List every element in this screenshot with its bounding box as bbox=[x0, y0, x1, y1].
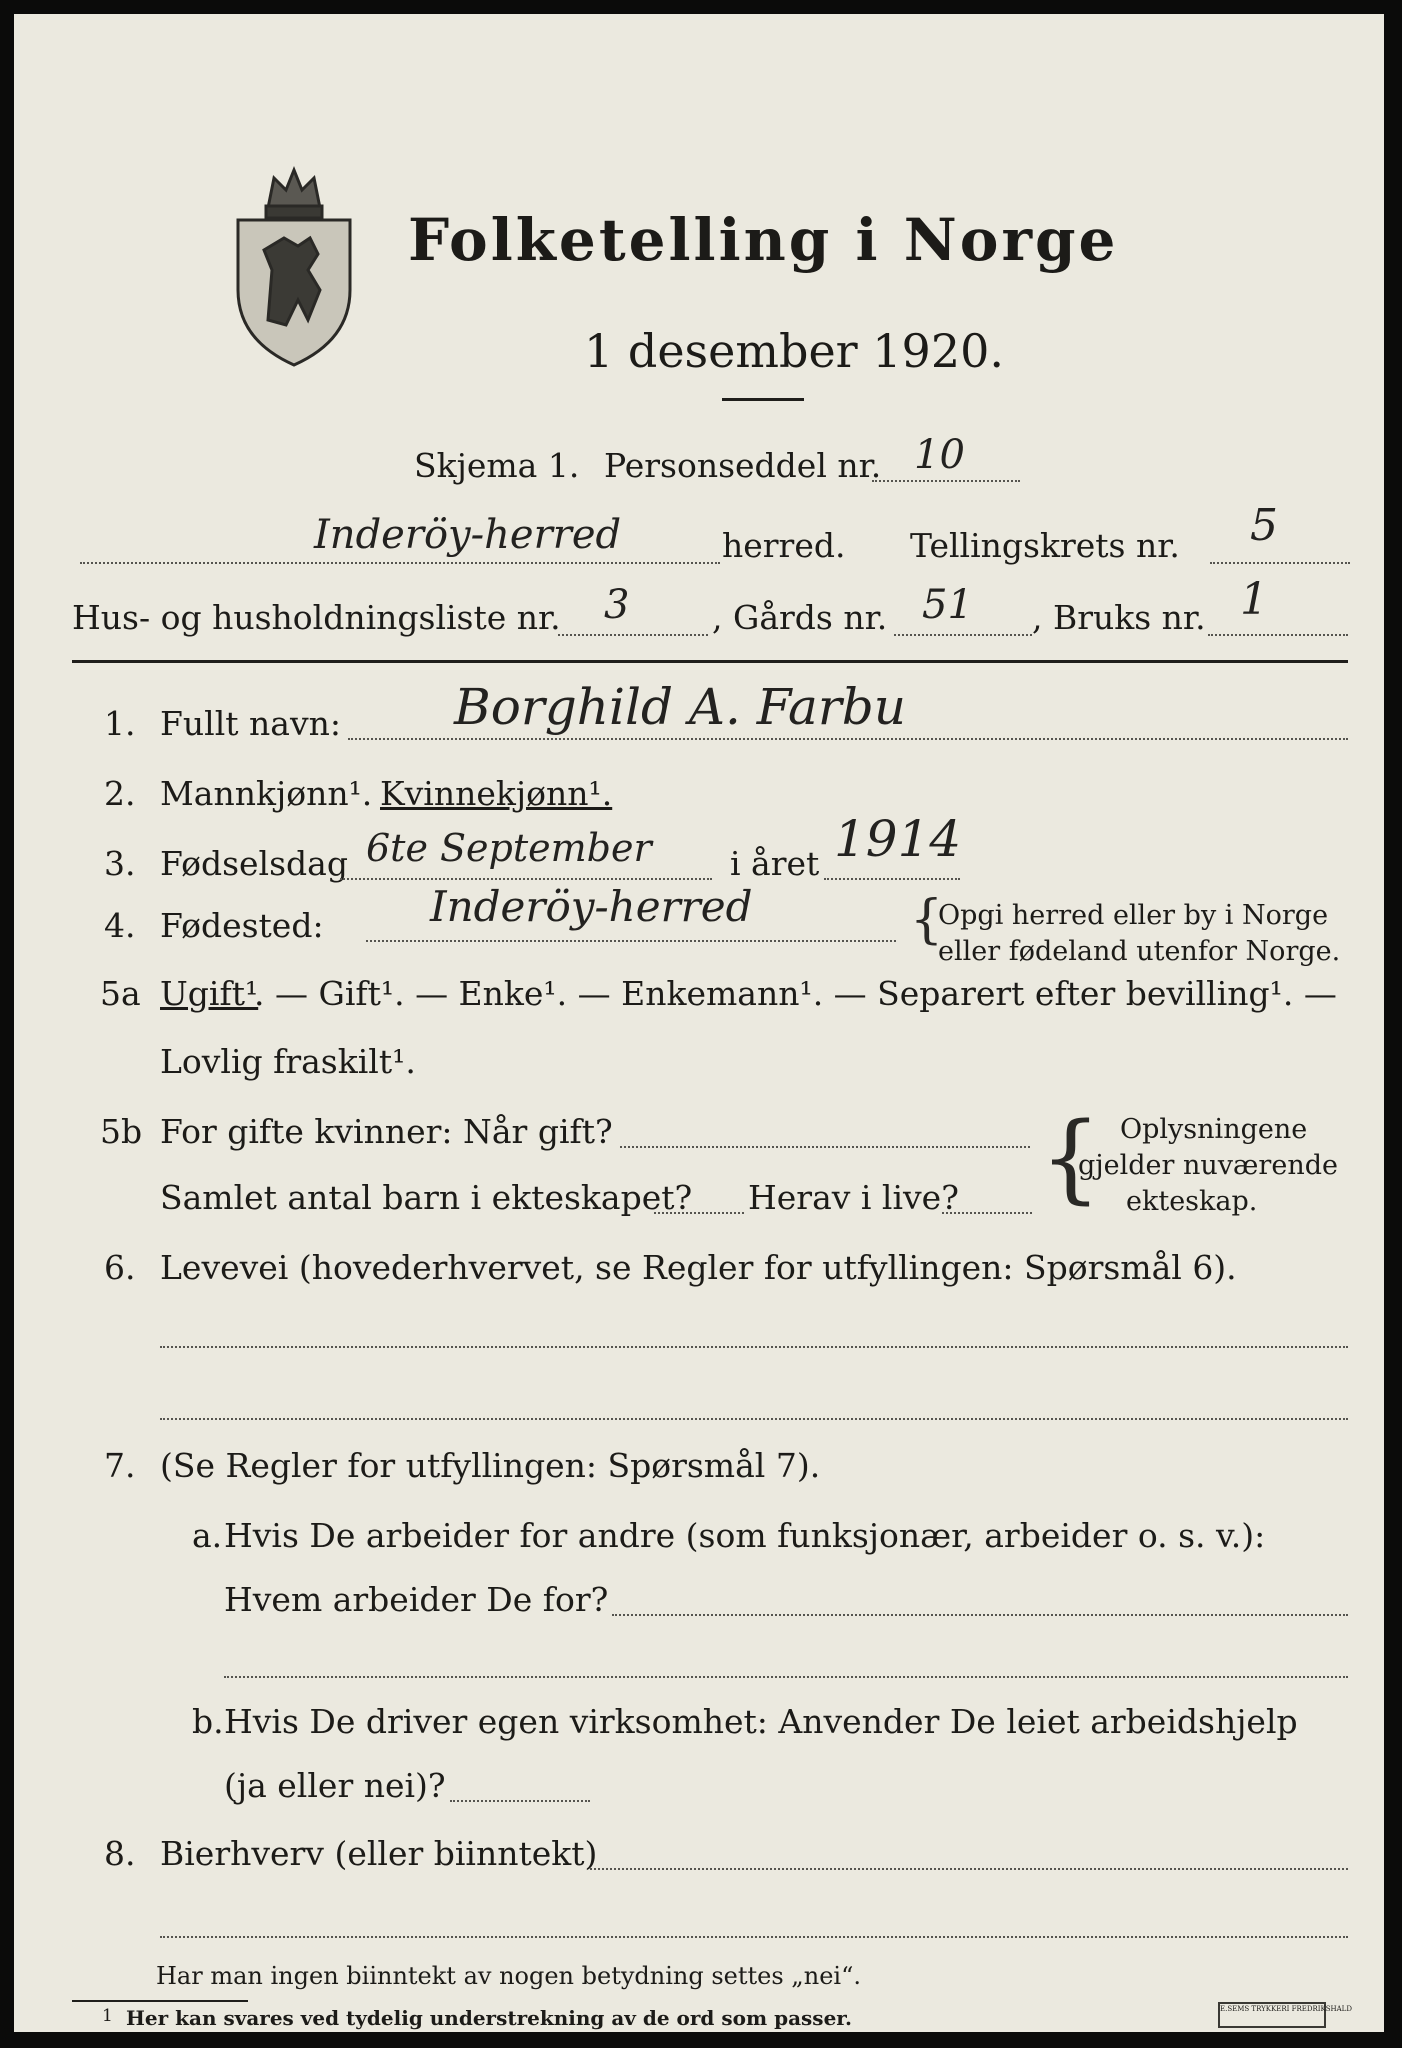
personseddel-value[interactable]: 10 bbox=[914, 432, 965, 478]
gards-field-line bbox=[894, 634, 1032, 636]
bruks-label: , Bruks nr. bbox=[1032, 598, 1206, 637]
birthplace-value[interactable]: Inderöy-herred bbox=[430, 882, 753, 931]
hus-label: Hus- og husholdningsliste nr. bbox=[72, 598, 561, 637]
marriage-note-2: gjelder nuværende bbox=[1078, 1150, 1338, 1181]
employer-field-line-2 bbox=[224, 1676, 1348, 1678]
full-name-value[interactable]: Borghild A. Farbu bbox=[454, 678, 906, 736]
bruks-field-line bbox=[1208, 634, 1348, 636]
title-divider bbox=[722, 398, 804, 401]
marital-options: . — Gift¹. — Enke¹. — Enkemann¹. — Separert efter bevilling¹. — bbox=[254, 974, 1337, 1013]
q7b-yes-no-label: (ja eller nei)? bbox=[224, 1766, 446, 1805]
q7a-text: Hvis De arbeider for andre (som funksjonær, arbeider o. s. v.): bbox=[224, 1516, 1266, 1555]
q3-number: 3. bbox=[104, 844, 136, 883]
divorced-option[interactable]: Lovlig fraskilt¹. bbox=[160, 1042, 416, 1081]
herred-value[interactable]: Inderöy-herred bbox=[314, 512, 622, 558]
printer-stamp bbox=[1218, 2002, 1352, 2028]
occupation-field-line-1 bbox=[160, 1346, 1348, 1348]
q7a-employer-label: Hvem arbeider De for? bbox=[224, 1580, 609, 1619]
q4-number: 4. bbox=[104, 906, 136, 945]
q1-number: 1. bbox=[104, 704, 136, 743]
marriage-note-3: ekteskap. bbox=[1126, 1186, 1258, 1217]
marriage-brace-icon: { bbox=[1040, 1102, 1102, 1214]
birthplace-field-line bbox=[366, 940, 896, 942]
side-income-field-line-1 bbox=[590, 1868, 1348, 1870]
married-when-field-line bbox=[620, 1146, 1030, 1148]
marriage-note-1: Oplysningene bbox=[1120, 1114, 1308, 1145]
q6-number: 6. bbox=[104, 1248, 136, 1287]
q8-label: Bierhverv (eller biinntekt) bbox=[160, 1834, 598, 1873]
q4-label: Fødested: bbox=[160, 906, 324, 945]
skjema-label: Skjema 1. bbox=[414, 446, 580, 485]
q8-number: 8. bbox=[104, 1834, 136, 1873]
coat-of-arms-icon bbox=[228, 150, 360, 370]
side-income-field-line-2 bbox=[160, 1936, 1348, 1938]
q3-label: Fødselsdag bbox=[160, 844, 348, 883]
q1-field-line bbox=[348, 738, 1348, 740]
hus-value[interactable]: 3 bbox=[604, 582, 630, 628]
q7b-letter: b. bbox=[192, 1702, 224, 1741]
male-option[interactable]: Mannkjønn¹. bbox=[160, 774, 373, 813]
birthday-field-line bbox=[340, 878, 712, 880]
q2-number: 2. bbox=[104, 774, 136, 813]
no-income-note: Har man ingen biinntekt av nogen betydning settes „nei“. bbox=[156, 1962, 861, 1990]
herred-field-line bbox=[80, 562, 720, 564]
bruks-value[interactable]: 1 bbox=[1240, 574, 1268, 625]
hus-field-line bbox=[558, 634, 708, 636]
q5a-number: 5a bbox=[100, 974, 141, 1013]
birthplace-note-1: Opgi herred eller by i Norge bbox=[938, 900, 1329, 931]
footnote-number: 1 bbox=[102, 2006, 113, 2026]
birth-year-value[interactable]: 1914 bbox=[834, 810, 962, 868]
printer-stamp-text: E.SEMS TRYKKERI FREDRIKSHALD bbox=[1220, 2005, 1352, 2013]
hired-help-field-line bbox=[450, 1800, 590, 1802]
children-alive-label: Herav i live? bbox=[748, 1178, 959, 1217]
q1-label: Fullt navn: bbox=[160, 704, 341, 743]
personseddel-label: Personseddel nr. bbox=[604, 446, 882, 485]
census-form-sheet bbox=[14, 14, 1384, 2032]
children-count-field-line bbox=[654, 1212, 744, 1214]
q7-number: 7. bbox=[104, 1446, 136, 1485]
birthday-value[interactable]: 6te September bbox=[366, 826, 652, 870]
employer-field-line-1 bbox=[612, 1614, 1348, 1616]
q7b-text: Hvis De driver egen virksomhet: Anvender De leiet arbeidshjelp bbox=[224, 1702, 1298, 1741]
married-when-label: For gifte kvinner: Når gift? bbox=[160, 1112, 613, 1151]
q7-label: (Se Regler for utfyllingen: Spørsmål 7). bbox=[160, 1446, 821, 1485]
tellingskrets-value[interactable]: 5 bbox=[1250, 500, 1278, 551]
female-option[interactable]: Kvinnekjønn¹. bbox=[380, 774, 613, 813]
q7a-letter: a. bbox=[192, 1516, 223, 1555]
birthplace-brace-icon: { bbox=[910, 890, 944, 950]
tellingskrets-label: Tellingskrets nr. bbox=[910, 526, 1180, 565]
header-divider bbox=[72, 660, 1348, 663]
occupation-field-line-2 bbox=[160, 1418, 1348, 1420]
form-title: Folketelling i Norge bbox=[408, 206, 1119, 274]
gards-value[interactable]: 51 bbox=[922, 582, 973, 628]
census-date: 1 desember 1920. bbox=[584, 324, 1004, 378]
footnote-divider bbox=[72, 2000, 248, 2002]
children-alive-field-line bbox=[942, 1212, 1032, 1214]
year-label: i året bbox=[730, 844, 820, 883]
q5b-number: 5b bbox=[100, 1112, 143, 1151]
birthplace-note-2: eller fødeland utenfor Norge. bbox=[938, 936, 1341, 967]
footnote-text: Her kan svares ved tydelig understrekning av de ord som passer. bbox=[126, 2006, 852, 2030]
children-count-label: Samlet antal barn i ekteskapet? bbox=[160, 1178, 693, 1217]
unmarried-option[interactable]: Ugift¹ bbox=[160, 974, 259, 1013]
tellingskrets-field-line bbox=[1210, 562, 1350, 564]
gards-label: , Gårds nr. bbox=[712, 598, 888, 637]
personseddel-field-line bbox=[872, 480, 1020, 482]
herred-label: herred. bbox=[722, 526, 846, 565]
q6-label: Levevei (hovederhvervet, se Regler for utfyllingen: Spørsmål 6). bbox=[160, 1248, 1237, 1287]
year-field-line bbox=[824, 878, 960, 880]
